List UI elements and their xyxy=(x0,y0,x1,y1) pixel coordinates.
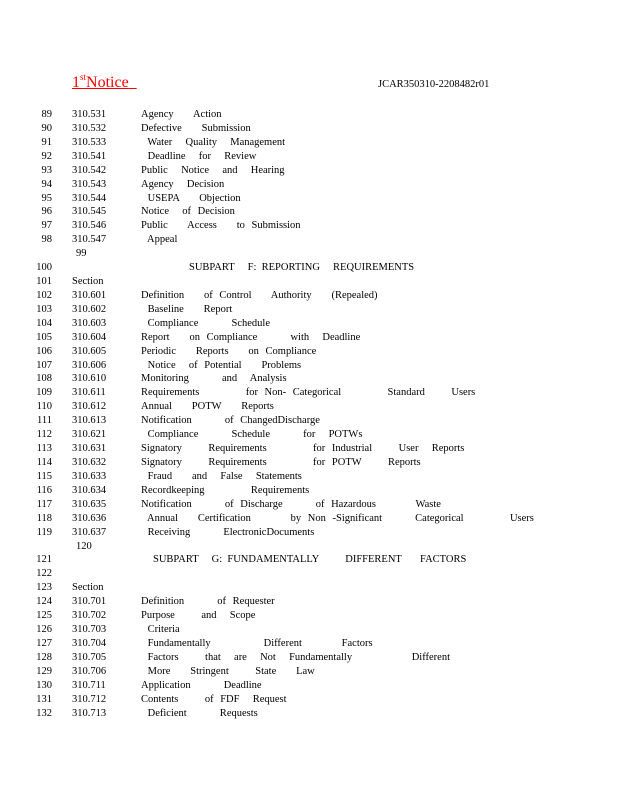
section-number: 310.701 xyxy=(72,596,107,608)
section-number: 310.702 xyxy=(72,610,107,622)
toc-row xyxy=(0,178,618,192)
line-number: 102 xyxy=(36,289,52,301)
line-number: 124 xyxy=(36,596,52,608)
section-title: Fundamentally Different Factors xyxy=(141,637,373,649)
document-id: JCAR350310-2208482r01 xyxy=(378,79,490,90)
section-number: 310.610 xyxy=(72,373,107,385)
toc-row xyxy=(0,498,618,512)
section-number: 310.544 xyxy=(72,192,107,204)
section-number: 310.602 xyxy=(72,303,107,315)
toc-row xyxy=(0,108,618,122)
toc-row xyxy=(0,540,618,554)
line-number: 104 xyxy=(36,317,52,329)
line-number: 96 xyxy=(41,206,52,218)
line-number: 123 xyxy=(36,582,52,594)
section-number: 310.712 xyxy=(72,693,107,705)
line-number: 101 xyxy=(36,276,52,288)
toc-row xyxy=(0,359,618,373)
section-number: 310.633 xyxy=(72,470,107,482)
section-title: Annual POTW Reports xyxy=(141,401,274,413)
section-column-label: Section xyxy=(72,582,104,594)
section-title: More Stringent State Law xyxy=(141,665,315,677)
section-number: 310.603 xyxy=(72,317,107,329)
section-title: Public Access to Submission xyxy=(141,220,301,232)
line-number: 132 xyxy=(36,707,52,719)
line-number: 100 xyxy=(36,262,52,274)
section-number: 310.711 xyxy=(72,679,106,691)
section-number: 310.611 xyxy=(72,387,106,399)
line-number: 116 xyxy=(36,484,52,496)
toc-row xyxy=(0,414,618,428)
line-number: 91 xyxy=(41,136,52,148)
line-number: 109 xyxy=(36,387,52,399)
toc-row xyxy=(0,386,618,400)
section-title: Recordkeeping Requirements xyxy=(141,484,310,496)
line-number: 107 xyxy=(36,359,52,371)
section-number: 310.635 xyxy=(72,498,107,510)
section-title: Compliance Schedule for POTWs xyxy=(141,429,363,441)
section-title: Notice of Decision xyxy=(141,206,235,218)
line-number: 127 xyxy=(36,637,52,649)
toc-row xyxy=(0,122,618,136)
section-title: Factors that are Not Fundamentally Different xyxy=(141,651,451,663)
toc-row xyxy=(0,665,618,679)
line-number: 118 xyxy=(36,512,52,524)
toc-row xyxy=(0,331,618,345)
toc-row xyxy=(0,219,618,233)
toc-row xyxy=(0,275,618,289)
section-number: 310.631 xyxy=(72,443,107,455)
section-title: Water Quality Management xyxy=(141,136,286,148)
toc-row xyxy=(0,470,618,484)
line-number: 119 xyxy=(36,526,52,538)
section-number: 310.542 xyxy=(72,164,107,176)
section-title: Annual Certification by Non -Significant Categorical Users xyxy=(141,512,534,524)
section-title: Definition of Requester xyxy=(141,596,275,608)
subpart-heading: SUBPART F: REPORTING REQUIREMENTS xyxy=(189,262,415,274)
section-number: 310.541 xyxy=(72,150,107,162)
line-number: 130 xyxy=(36,679,52,691)
notice-ordinal-suffix: st xyxy=(80,71,87,82)
section-number: 310.605 xyxy=(72,345,107,357)
toc-row xyxy=(0,289,618,303)
toc-row xyxy=(0,484,618,498)
toc-row xyxy=(0,150,618,164)
line-number: 112 xyxy=(36,429,52,441)
toc-row xyxy=(0,303,618,317)
section-number: 310.621 xyxy=(72,429,107,441)
toc-row xyxy=(0,609,618,623)
section-title: Report on Compliance with Deadline xyxy=(141,331,361,343)
section-number: 310.533 xyxy=(72,136,107,148)
section-title: Signatory Requirements for POTW Reports xyxy=(141,457,421,468)
wrapped-line-number: 99 xyxy=(76,248,87,260)
section-title: Definition of Control Authority (Repealed) xyxy=(141,289,378,301)
toc-row xyxy=(0,595,618,609)
section-number: 310.636 xyxy=(72,512,107,524)
section-title: Compliance Schedule xyxy=(141,317,270,329)
toc-row xyxy=(0,428,618,442)
line-number: 89 xyxy=(41,109,52,120)
line-number: 117 xyxy=(36,498,52,510)
line-number: 106 xyxy=(36,345,52,357)
section-number: 310.613 xyxy=(72,415,107,427)
line-number: 97 xyxy=(41,220,52,232)
toc-row xyxy=(0,651,618,665)
section-number: 310.705 xyxy=(72,651,107,663)
section-title: Public Notice and Hearing xyxy=(141,164,285,176)
section-number: 310.634 xyxy=(72,484,107,496)
section-number: 310.606 xyxy=(72,359,107,371)
line-number: 125 xyxy=(36,610,52,622)
toc-row xyxy=(0,637,618,651)
section-number: 310.604 xyxy=(72,331,107,343)
toc-row xyxy=(0,164,618,178)
section-title: Monitoring and Analysis xyxy=(141,373,287,385)
section-title: Agency Decision xyxy=(141,178,225,190)
section-number: 310.601 xyxy=(72,289,107,301)
section-title: Deadline for Review xyxy=(141,150,257,162)
toc-row xyxy=(0,526,618,540)
toc-row xyxy=(0,136,618,150)
line-number: 113 xyxy=(36,443,52,455)
section-number: 310.546 xyxy=(72,220,107,232)
line-number: 92 xyxy=(41,150,52,162)
line-number: 103 xyxy=(36,303,52,315)
line-number: 121 xyxy=(36,554,52,566)
notice-number: 1 xyxy=(72,74,80,91)
section-number: 310.637 xyxy=(72,526,107,538)
toc-row xyxy=(0,372,618,386)
toc-row xyxy=(0,679,618,693)
section-title: Notification of Discharge of Hazardous Waste xyxy=(141,498,441,510)
toc-row xyxy=(0,553,618,567)
subpart-heading: SUBPART G: FUNDAMENTALLY DIFFERENT FACTORS xyxy=(153,554,467,566)
section-title: Agency Action xyxy=(141,109,222,120)
section-title: Receiving ElectronicDocuments xyxy=(141,526,315,538)
section-number: 310.531 xyxy=(72,109,107,120)
line-number: 95 xyxy=(41,192,52,204)
section-title: Fraud and False Statements xyxy=(141,470,302,482)
toc-row xyxy=(0,623,618,637)
toc-row xyxy=(0,442,618,456)
toc-row xyxy=(0,247,618,261)
toc-row xyxy=(0,567,618,581)
toc-row xyxy=(0,512,618,526)
section-number: 310.713 xyxy=(72,707,107,719)
section-title: Defective Submission xyxy=(141,122,251,134)
toc-row xyxy=(0,456,618,470)
section-title: Appeal xyxy=(141,234,178,246)
section-title: Requirements for Non- Categorical Standard Users xyxy=(141,387,476,399)
line-number: 90 xyxy=(41,122,52,134)
section-title: Periodic Reports on Compliance xyxy=(141,345,317,357)
line-number: 94 xyxy=(41,178,52,190)
notice-heading xyxy=(72,71,137,92)
section-column-label: Section xyxy=(72,276,104,288)
line-number: 128 xyxy=(36,651,52,663)
line-number: 126 xyxy=(36,624,52,636)
section-title: USEPA Objection xyxy=(141,192,241,204)
toc-row xyxy=(0,693,618,707)
toc-row xyxy=(0,400,618,414)
notice-word: Notice xyxy=(86,74,129,91)
toc-row xyxy=(0,261,618,275)
section-title: Purpose and Scope xyxy=(141,610,256,622)
line-number: 129 xyxy=(36,665,52,677)
line-number: 110 xyxy=(36,401,52,413)
section-title: Application Deadline xyxy=(141,679,262,691)
section-title: Notification of ChangedDischarge xyxy=(141,415,320,427)
toc-row xyxy=(0,205,618,219)
section-title: Notice of Potential Problems xyxy=(141,359,302,371)
line-number: 111 xyxy=(37,415,52,427)
toc-row xyxy=(0,707,618,721)
section-title: Signatory Requirements for Industrial User Reports xyxy=(141,443,465,455)
toc-row xyxy=(0,581,618,595)
section-title: Deficient Requests xyxy=(141,707,258,719)
section-number: 310.547 xyxy=(72,234,107,246)
line-number: 131 xyxy=(36,693,52,705)
line-number: 105 xyxy=(36,331,52,343)
toc-row xyxy=(0,233,618,247)
section-number: 310.543 xyxy=(72,178,107,190)
line-number: 108 xyxy=(36,373,52,385)
wrapped-line-number: 120 xyxy=(76,540,92,552)
toc-row xyxy=(0,345,618,359)
section-number: 310.704 xyxy=(72,637,107,649)
toc-row xyxy=(0,192,618,206)
section-number: 310.532 xyxy=(72,122,107,134)
section-number: 310.632 xyxy=(72,457,107,468)
section-title: Contents of FDF Request xyxy=(141,693,287,705)
line-number: 122 xyxy=(36,568,52,580)
toc-row xyxy=(0,317,618,331)
section-number: 310.706 xyxy=(72,665,107,677)
line-number: 93 xyxy=(41,164,52,176)
line-number: 114 xyxy=(36,457,52,468)
section-number: 310.703 xyxy=(72,624,107,636)
line-number: 115 xyxy=(36,470,52,482)
section-number: 310.612 xyxy=(72,401,107,413)
section-title: Baseline Report xyxy=(141,303,233,315)
section-number: 310.545 xyxy=(72,206,107,218)
line-number: 98 xyxy=(41,234,52,246)
section-title: Criteria xyxy=(141,624,180,636)
